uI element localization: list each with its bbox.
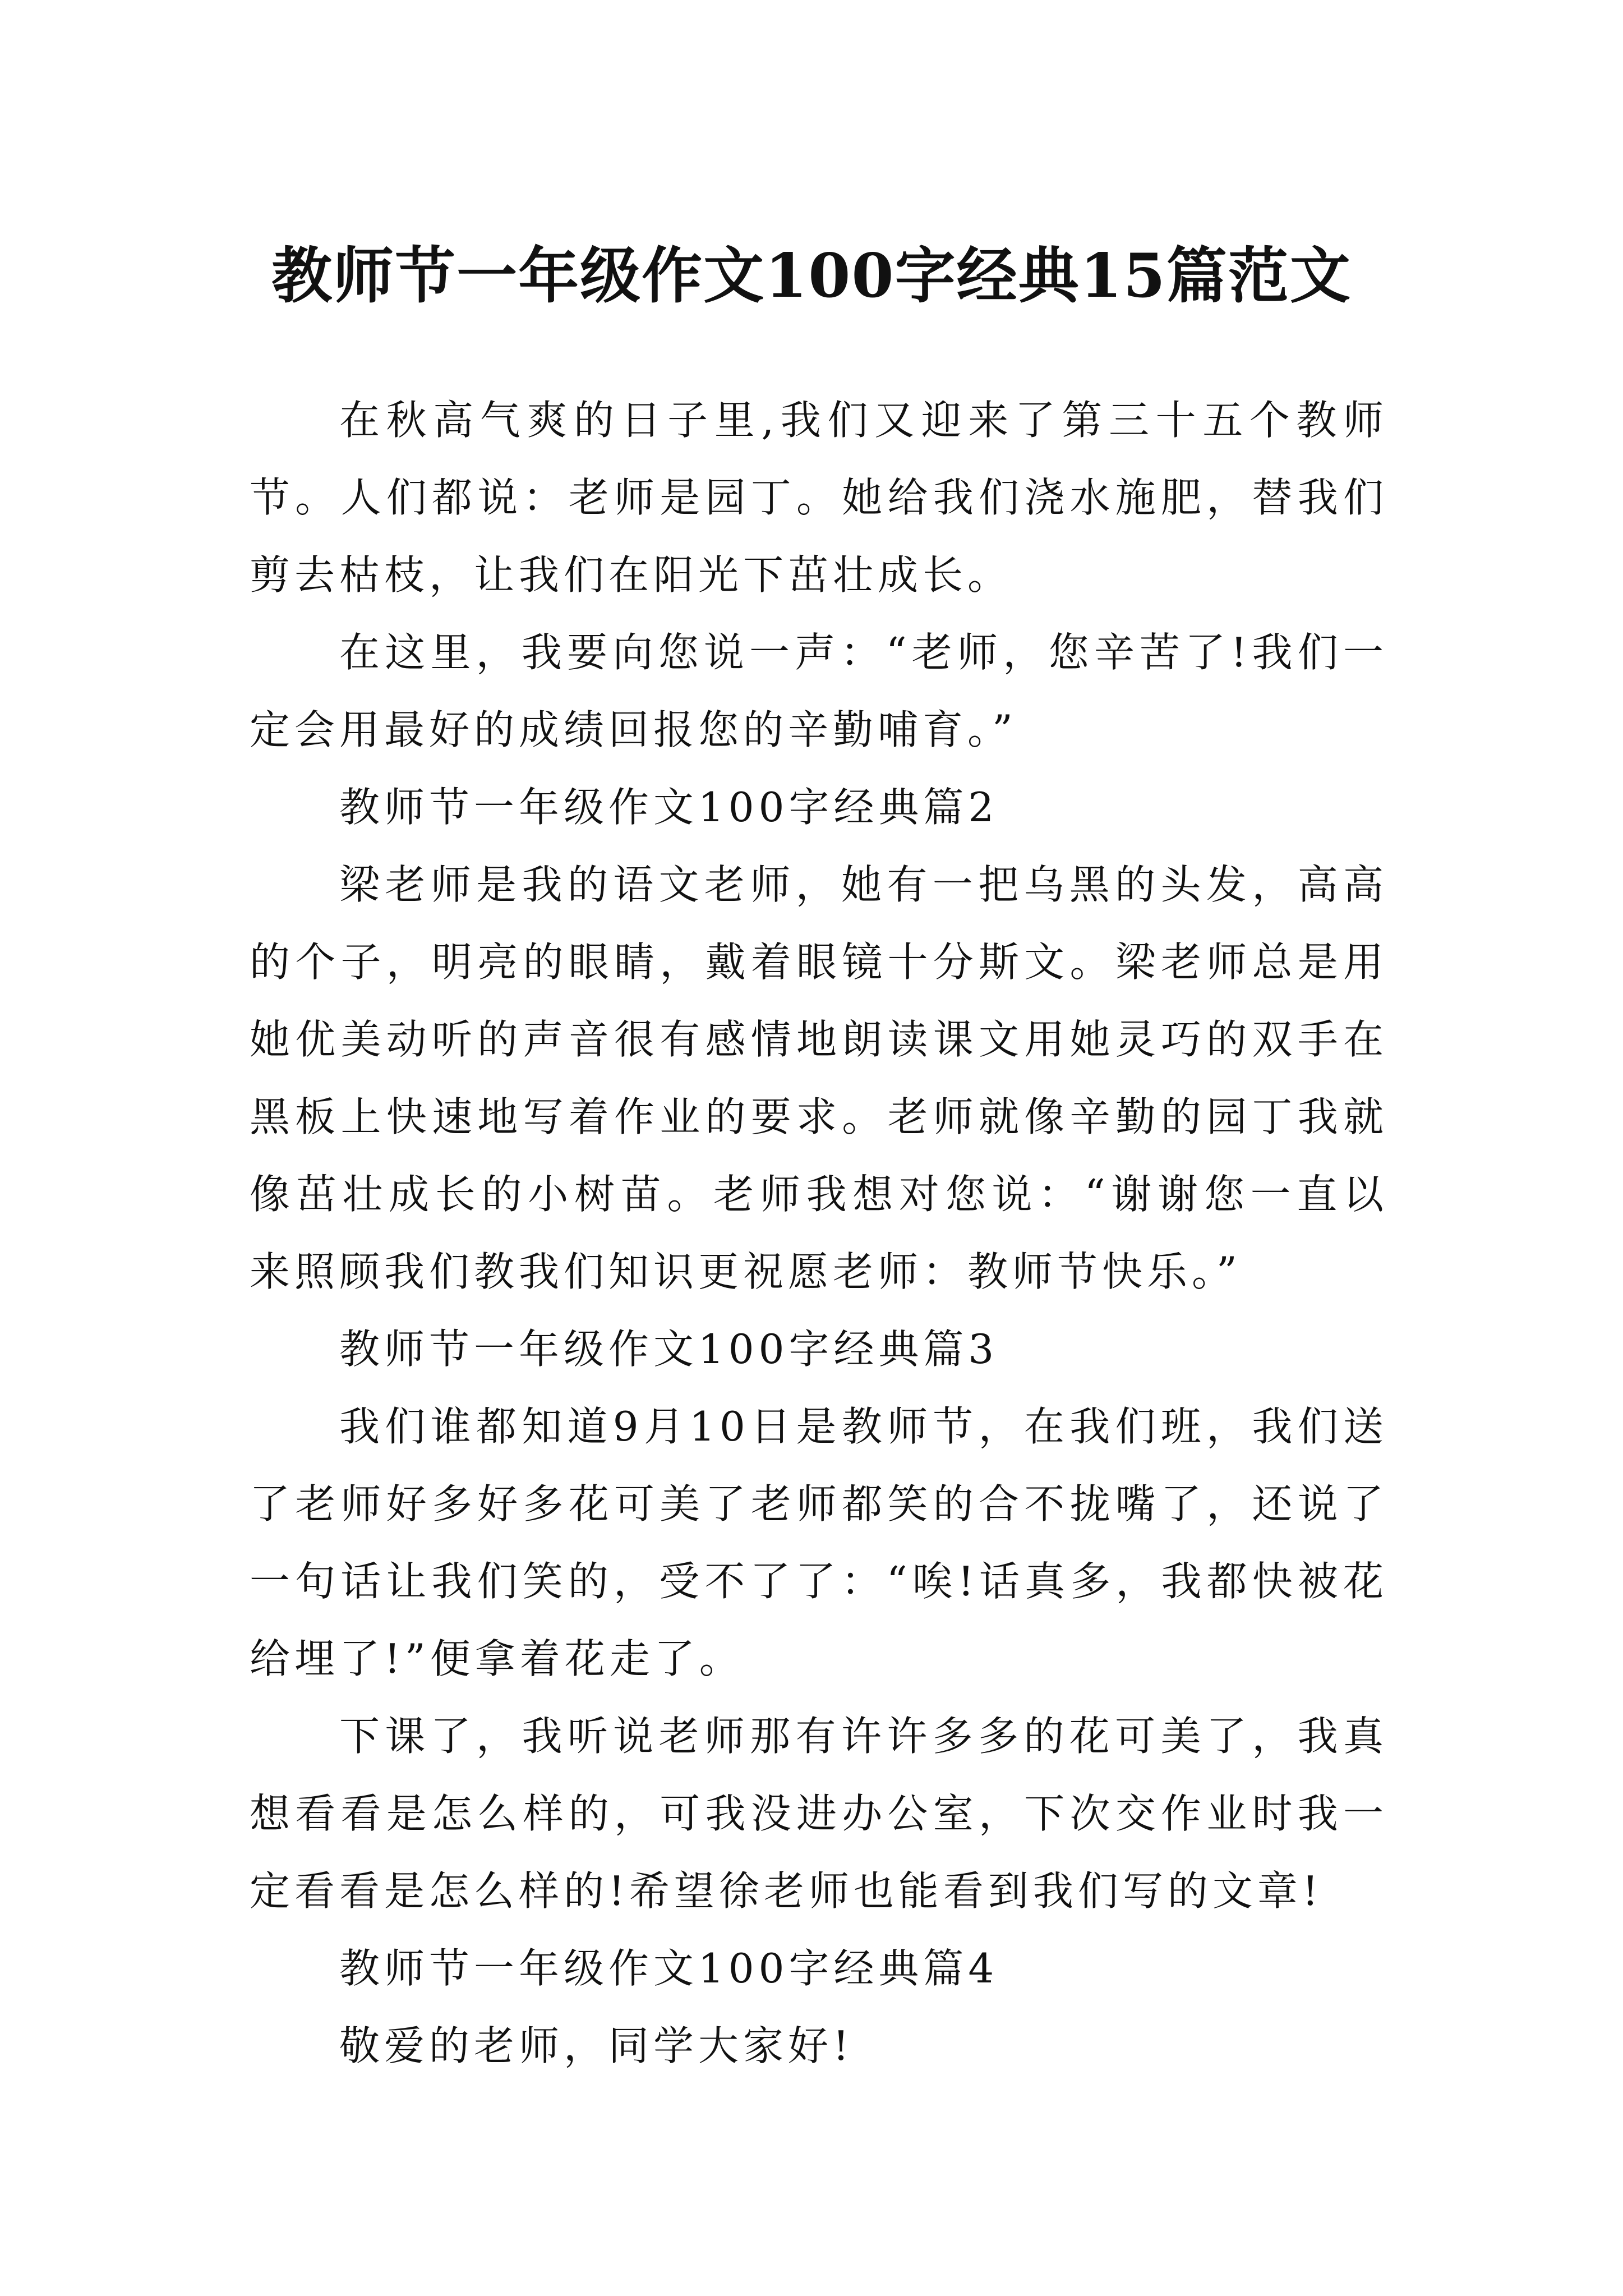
paragraph-essay-2: 梁老师是我的语文老师，她有一把乌黑的头发，高高的个子，明亮的眼睛，戴着眼镜十分斯文。梁老师总是用她优美动听的声音很有感情地朗读课文用她灵巧的双手在黑板上快速地写着作业的要求。老师就像辛勤的园丁我就像茁壮成长的小树苗。老师我想对您说：“谢谢您一直以来照顾我们教我们知识更祝愿老师：教师节快乐。”: [250, 861, 1388, 1295]
paragraph-essay-4-greeting: 敬爱的老师，同学大家好!: [339, 2022, 854, 2069]
document-body: [250, 381, 1388, 2085]
section-heading-4: 教师节一年级作文100字经典篇4: [339, 1945, 999, 1992]
paragraph-essay-3a: 我们谁都知道9月10日是教师节，在我们班，我们送了老师好多好多花可美了老师都笑的合不拢嘴了，还说了一句话让我们笑的，受不了了：“唉!话真多，我都快被花给埋了!”便拿着花走了。: [250, 1403, 1388, 1682]
section-heading-3: 教师节一年级作文100字经典篇3: [339, 1326, 999, 1373]
paragraph-essay-3b: 下课了，我听说老师那有许许多多的花可美了，我真想看看是怎么样的，可我没进办公室，下次交作业时我一定看看是怎么样的!希望徐老师也能看到我们写的文章!: [250, 1713, 1388, 1915]
document-title: 教师节一年级作文100字经典15篇范文: [271, 241, 1352, 312]
section-heading-2: 教师节一年级作文100字经典篇2: [339, 784, 999, 831]
paragraph-thanks: 在这里，我要向您说一声：“老师，您辛苦了!我们一定会用最好的成绩回报您的辛勤哺育。”: [250, 629, 1388, 753]
paragraph-intro: 在秋高气爽的日子里,我们又迎来了第三十五个教师节。人们都说：老师是园丁。她给我们浇水施肥，替我们剪去枯枝，让我们在阳光下茁壮成长。: [250, 397, 1388, 599]
